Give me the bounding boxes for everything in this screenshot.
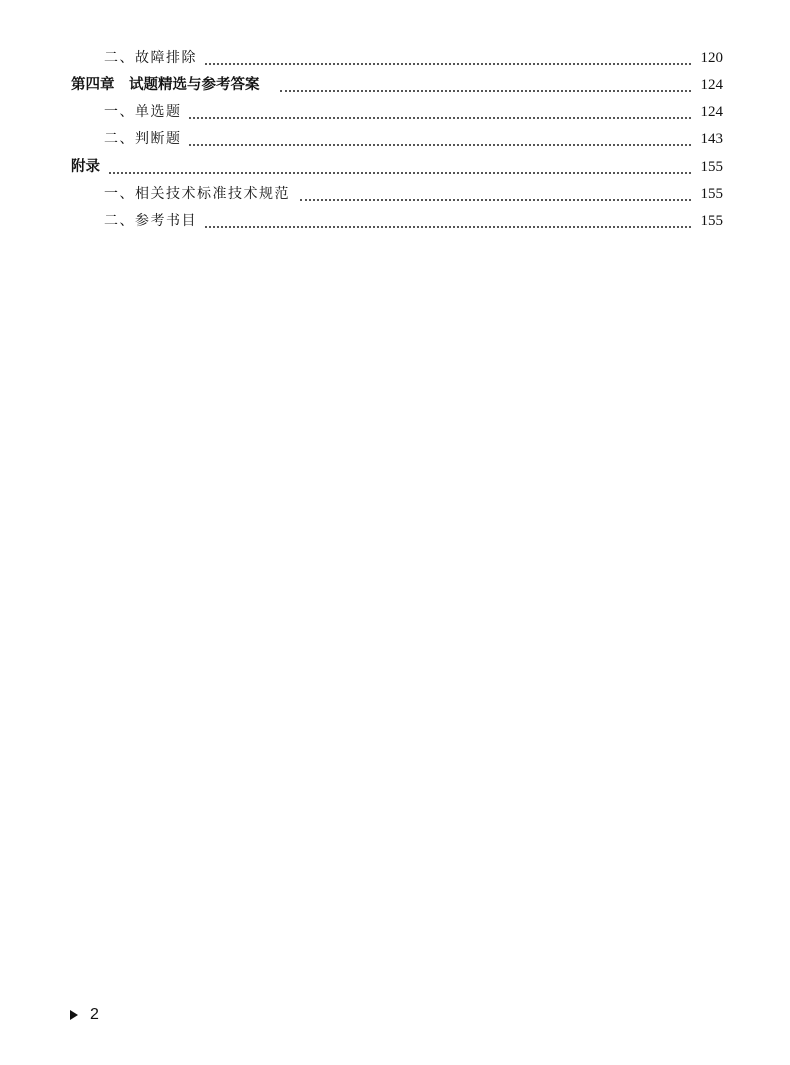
toc-entry-page-number: 124 bbox=[693, 75, 723, 96]
dot-leader bbox=[300, 197, 695, 201]
toc-entry-title: 一、单选题 bbox=[104, 102, 188, 122]
toc-entry-title: 二、参考书目 bbox=[104, 211, 203, 231]
toc-entry-title: 附录 bbox=[71, 157, 106, 177]
toc-entry-title: 二、故障排除 bbox=[104, 48, 203, 68]
dot-leader bbox=[185, 115, 695, 119]
toc-entry-page-number: 120 bbox=[693, 48, 723, 69]
toc-entry-page-number: 124 bbox=[693, 102, 723, 123]
dot-leader bbox=[185, 142, 695, 146]
toc-entry-title: 二、判断题 bbox=[104, 129, 188, 149]
toc-entry-chapter[interactable] bbox=[0, 157, 790, 177]
toc-entry-page-number: 155 bbox=[693, 184, 723, 205]
toc-entry[interactable] bbox=[0, 211, 790, 231]
dot-leader bbox=[280, 88, 695, 92]
toc-entry-title: 第四章 试题精选与参考答案 bbox=[71, 75, 266, 95]
toc-entry-page-number: 155 bbox=[693, 157, 723, 178]
toc-entry-page-number: 155 bbox=[693, 211, 723, 232]
dot-leader bbox=[200, 224, 695, 228]
dot-leader bbox=[200, 61, 695, 65]
toc-entry[interactable] bbox=[0, 48, 790, 68]
toc-entry-title: 一、相关技术标准技术规范 bbox=[104, 184, 296, 204]
toc-entry-page-number: 143 bbox=[693, 129, 723, 150]
toc-entry[interactable] bbox=[0, 184, 790, 204]
toc-entry[interactable] bbox=[0, 102, 790, 122]
right-triangle-icon bbox=[70, 1010, 78, 1020]
toc-entry[interactable] bbox=[0, 129, 790, 149]
dot-leader bbox=[104, 170, 695, 174]
toc-entry-chapter[interactable] bbox=[0, 75, 790, 95]
page-number: 2 bbox=[90, 1006, 99, 1023]
